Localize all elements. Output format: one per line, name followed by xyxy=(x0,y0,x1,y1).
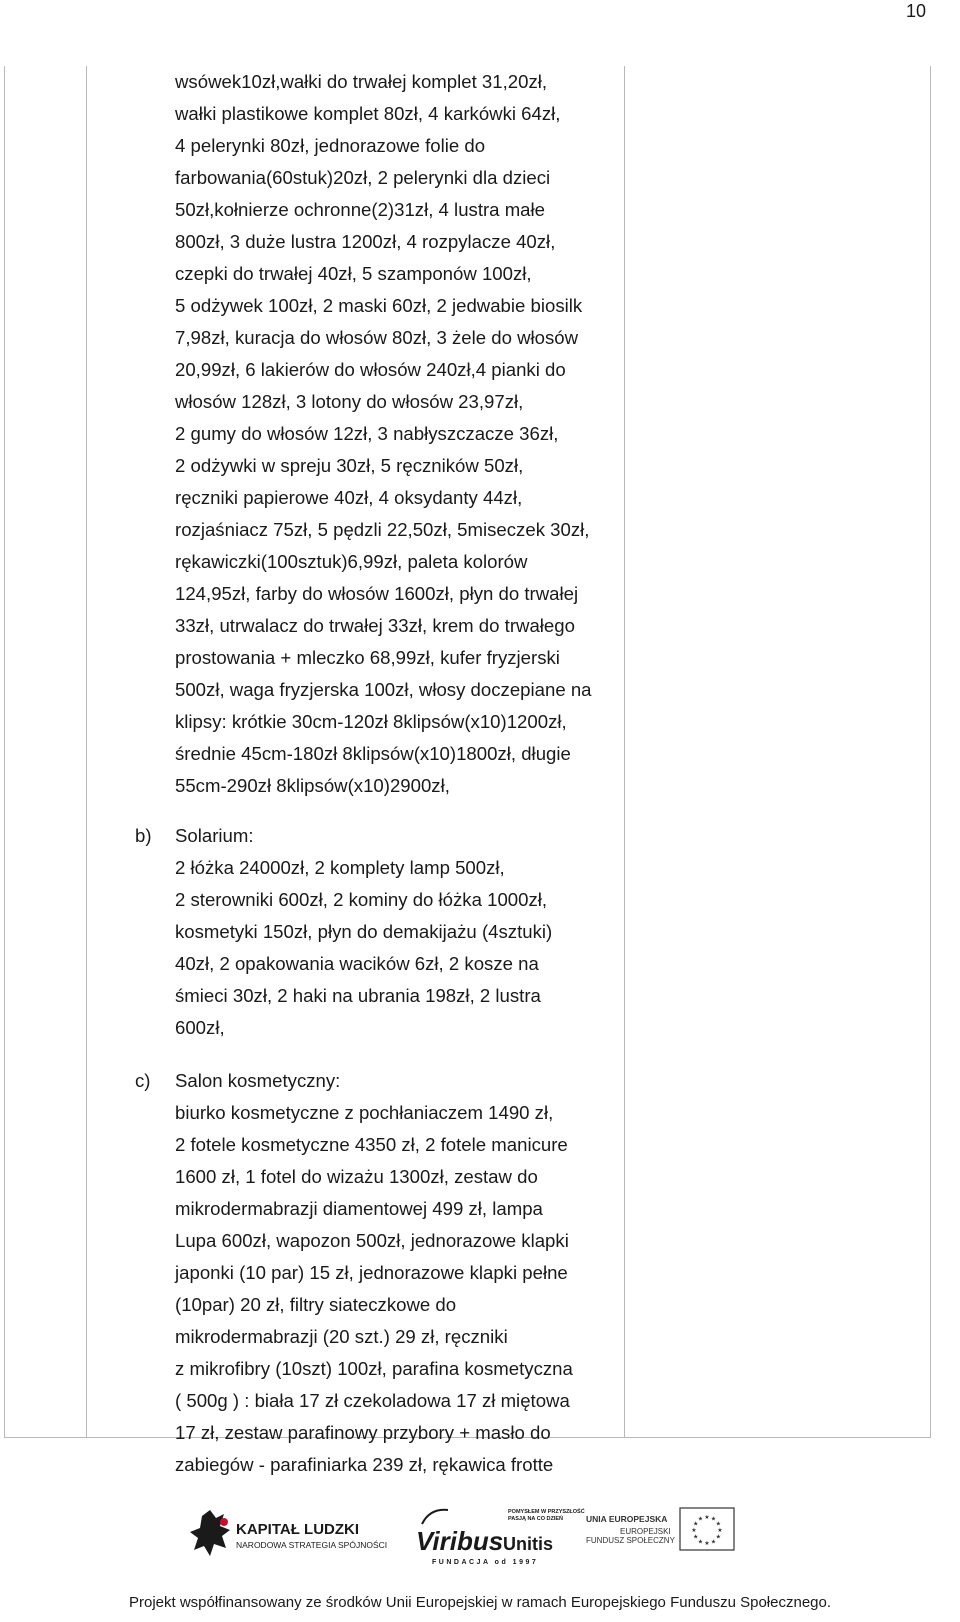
equipment-list xyxy=(132,66,652,1481)
section-a-lines-line: 7,98zł, kuracja do włosów 80zł, 3 żele do włosów xyxy=(175,327,579,348)
section-a-lines-line: klipsy: krótkie 30cm-120zł 8klipsów(x10)1200zł, xyxy=(175,711,567,732)
section-c-line: Lupa 600zł, wapozon 500zł, jednorazowe klapki xyxy=(175,1230,569,1251)
section-a-lines-line: farbowania(60stuk)20zł, 2 pelerynki dla dzieci xyxy=(175,167,551,188)
table-right-border xyxy=(930,66,931,1438)
eu-line-1: UNIA EUROPEJSKA xyxy=(586,1514,668,1524)
section-c-line: 2 fotele kosmetyczne 4350 zł, 2 fotele manicure xyxy=(175,1134,568,1155)
section-a-lines-line: 500zł, waga fryzjerska 100zł, włosy doczepiane na xyxy=(175,679,592,700)
logo-strip xyxy=(0,1504,960,1584)
section-a-lines xyxy=(132,66,652,802)
section-b-title: Solarium: xyxy=(175,825,254,846)
footer-logos xyxy=(0,1504,960,1584)
section-a-lines-line: średnie 45cm-180zł 8klipsów(x10)1800zł, długie xyxy=(175,743,571,764)
section-b-line: 2 sterowniki 600zł, 2 kominy do łóżka 1000zł, xyxy=(175,889,548,910)
section-a-lines-line: prostowania + mleczko 68,99zł, kufer fryzjerski xyxy=(175,647,560,668)
section-c-line: zabiegów - parafiniarka 239 zł, rękawica frotte xyxy=(175,1454,554,1475)
kl-title: KAPITAŁ LUDZKI xyxy=(236,1521,360,1538)
section-c-line: 17 zł, zestaw parafinowy przybory + masło do xyxy=(175,1422,551,1443)
section-b-line: 600zł, xyxy=(175,1017,225,1038)
viribus-tagline-1: POMYSŁEM W PRZYSZŁOŚĆ xyxy=(508,1509,585,1515)
eu-line-3: FUNDUSZ SPOŁECZNY xyxy=(586,1536,675,1545)
eu-star: ★ xyxy=(704,1515,710,1521)
section-a-lines-line: 20,99zł, 6 lakierów do włosów 240zł,4 pianki do xyxy=(175,359,566,380)
eu-star: ★ xyxy=(693,1534,699,1541)
section-c-lines xyxy=(132,1097,652,1481)
section-a-lines-line: czepki do trwałej 40zł, 5 szamponów 100zł, xyxy=(175,263,532,284)
section-a-lines-line: włosów 128zł, 3 lotony do włosów 23,97zł, xyxy=(175,391,524,412)
unitis-word: Unitis xyxy=(503,1534,554,1554)
eu-efs-logo xyxy=(586,1508,734,1550)
section-a-lines-line: 800zł, 3 duże lustra 1200zł, 4 rozpylacze 40zł, xyxy=(175,231,556,252)
eu-star: ★ xyxy=(710,1516,717,1523)
section-b-line: śmieci 30zł, 2 haki na ubrania 198zł, 2 lustra xyxy=(175,985,541,1006)
section-a-lines-line: 33zł, utrwalacz do trwałej 33zł, krem do trwałego xyxy=(175,615,575,636)
section-a-lines-line: 5 odżywek 100zł, 2 maski 60zł, 2 jedwabie biosilk xyxy=(175,295,583,316)
section-a-lines-line: ręczniki papierowe 40zł, 4 oksydanty 44zł, xyxy=(175,487,523,508)
section-b-line: 40zł, 2 opakowania wacików 6zł, 2 kosze na xyxy=(175,953,539,974)
section-c-line: mikrodermabrazji diamentowej 499 zł, lampa xyxy=(175,1198,543,1219)
section-b-heading xyxy=(132,820,652,852)
section-b-line: 2 łóżka 24000zł, 2 komplety lamp 500zł, xyxy=(175,857,505,878)
section-c-line: 1600 zł, 1 fotel do wizażu 1300zł, zestaw do xyxy=(175,1166,538,1187)
section-b-lines xyxy=(132,852,652,1044)
footer-caption: Projekt współfinansowany ze środków Unii Europejskiej w ramach Europejskiego Funduszu Społecznego. xyxy=(128,1594,832,1611)
kapital-ludzki-logo xyxy=(190,1510,387,1556)
eu-star: ★ xyxy=(704,1541,710,1547)
section-b-line: kosmetyki 150zł, płyn do demakijażu (4sztuki) xyxy=(175,921,553,942)
viribus-word: Viribus xyxy=(416,1526,504,1556)
eu-star: ★ xyxy=(697,1539,704,1546)
kapital-ludzki-dot xyxy=(220,1518,228,1526)
section-a-lines-line: 2 gumy do włosów 12zł, 3 nabłyszczacze 36zł, xyxy=(175,423,559,444)
section-c-line: biurko kosmetyczne z pochłaniaczem 1490 zł, xyxy=(175,1102,554,1123)
section-b-letter: b) xyxy=(135,825,152,846)
section-a-lines-line: rękawiczki(100sztuk)6,99zł, paleta kolorów xyxy=(175,551,528,572)
viribus-tagline-2: PASJĄ NA CO DZIEŃ xyxy=(508,1516,564,1522)
section-a-lines-line: 50zł,kołnierze ochronne(2)31zł, 4 lustra małe xyxy=(175,199,545,220)
eu-star: ★ xyxy=(697,1516,704,1523)
kapital-ludzki-emblem xyxy=(190,1510,230,1556)
eu-star: ★ xyxy=(710,1539,717,1546)
section-a-lines-line: wsówek10zł,wałki do trwałej komplet 31,20zł, xyxy=(175,71,548,92)
section-c-heading xyxy=(132,1065,652,1097)
table-left-inner-border xyxy=(86,66,87,1438)
viribus-sub: FUNDACJA od 1997 xyxy=(432,1559,539,1566)
section-c-letter: c) xyxy=(135,1070,151,1091)
kl-subtitle: NARODOWA STRATEGIA SPÓJNOŚCI xyxy=(236,1540,388,1550)
viribus-swoosh xyxy=(422,1510,448,1524)
section-c-line: (10par) 20 zł, filtry siateczkowe do xyxy=(175,1294,457,1315)
section-c-line: mikrodermabrazji (20 szt.) 29 zł, ręczniki xyxy=(175,1326,508,1347)
viribus-unitis-logo xyxy=(416,1507,585,1566)
section-c-line: ( 500g ) : biała 17 zł czekoladowa 17 zł miętowa xyxy=(175,1390,570,1411)
eu-line-2: EUROPEJSKI xyxy=(620,1527,671,1536)
table-left-border xyxy=(4,66,5,1438)
section-c-title: Salon kosmetyczny: xyxy=(175,1070,341,1091)
section-a-lines-line: wałki plastikowe komplet 80zł, 4 karkówki 64zł, xyxy=(175,103,561,124)
eu-star: ★ xyxy=(715,1534,721,1541)
section-a-lines-line: 124,95zł, farby do włosów 1600zł, płyn do trwałej xyxy=(175,583,579,604)
section-a-lines-line: 4 pelerynki 80zł, jednorazowe folie do xyxy=(175,135,486,156)
page-number: 10 xyxy=(905,1,926,21)
eu-star: ★ xyxy=(693,1521,699,1528)
eu-star: ★ xyxy=(691,1528,697,1534)
section-a-lines-line: 55cm-290zł 8klipsów(x10)2900zł, xyxy=(175,775,450,796)
section-c-line: japonki (10 par) 15 zł, jednorazowe klapki pełne xyxy=(175,1262,568,1283)
section-c-line: z mikrofibry (10szt) 100zł, parafina kosmetyczna xyxy=(175,1358,573,1379)
section-a-lines-line: rozjaśniacz 75zł, 5 pędzli 22,50zł, 5miseczek 30zł, xyxy=(175,519,590,540)
eu-star: ★ xyxy=(717,1528,723,1534)
section-a-lines-line: 2 odżywki w spreju 30zł, 5 ręczników 50zł, xyxy=(175,455,524,476)
eu-star: ★ xyxy=(715,1521,721,1528)
